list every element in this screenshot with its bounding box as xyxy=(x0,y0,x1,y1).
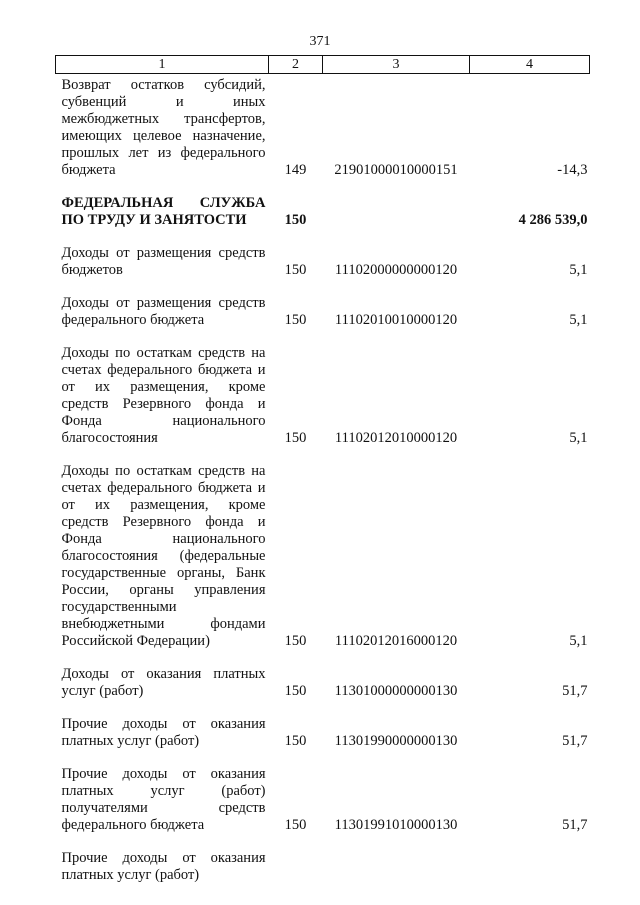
page-number: 371 xyxy=(309,34,331,49)
table-row xyxy=(56,447,590,650)
admin-code: 150 xyxy=(284,212,307,228)
revenue-table xyxy=(55,55,590,884)
amount: -14,3 xyxy=(557,162,588,178)
admin-code: 150 xyxy=(284,817,307,833)
table-row-continued xyxy=(56,834,590,884)
amount xyxy=(470,834,590,884)
admin-code: 150 xyxy=(284,683,307,699)
income-name: Доходы от оказания платных услуг (работ) xyxy=(61,666,266,699)
admin-code: 149 xyxy=(284,162,307,178)
income-name: Доходы от размещения средств федерального бюджета xyxy=(61,295,266,328)
amount: 5,1 xyxy=(569,262,588,278)
income-name: Возврат остатков субсидий, субвенций и иных межбюджетных трансфертов, имеющих целевое назначение, прошлых лет из федерального бюджета xyxy=(61,77,266,178)
table-row xyxy=(56,279,590,329)
income-code: 21901000010000151 xyxy=(334,162,458,178)
amount: 51,7 xyxy=(562,733,588,749)
amount: 5,1 xyxy=(569,633,588,649)
admin-code: 150 xyxy=(284,430,307,446)
amount: 5,1 xyxy=(569,312,588,328)
admin-code: 150 xyxy=(284,312,307,328)
table-row-section-header xyxy=(56,179,590,229)
income-code: 11102010010000120 xyxy=(334,312,458,328)
income-code: 11102012010000120 xyxy=(334,430,458,446)
income-name: Прочие доходы от оказания платных услуг (работ) получателями средств федерального бюджета xyxy=(61,766,266,833)
table-row xyxy=(56,650,590,700)
amount: 4 286 539,0 xyxy=(518,212,588,228)
income-name: Прочие доходы от оказания платных услуг (работ) xyxy=(61,716,266,749)
column-number-header-row xyxy=(56,56,590,74)
admin-code: 150 xyxy=(284,733,307,749)
table-row xyxy=(56,750,590,834)
table-row xyxy=(56,329,590,447)
income-code: 11301990000000130 xyxy=(334,733,458,749)
table-row xyxy=(56,229,590,279)
column-2-header: 2 xyxy=(269,56,323,74)
amount: 5,1 xyxy=(569,430,588,446)
income-name: Доходы от размещения средств бюджетов xyxy=(61,245,266,278)
admin-code: 150 xyxy=(284,633,307,649)
column-1-header: 1 xyxy=(56,56,269,74)
column-3-header: 3 xyxy=(323,56,470,74)
income-name: Прочие доходы от оказания платных услуг (работ) xyxy=(61,850,266,883)
income-code: 11102000000000120 xyxy=(334,262,458,278)
admin-code: 150 xyxy=(284,262,307,278)
income-code: 11301991010000130 xyxy=(334,817,458,833)
amount: 51,7 xyxy=(562,817,588,833)
income-code: 11102012016000120 xyxy=(334,633,458,649)
admin-code xyxy=(269,834,323,884)
income-code xyxy=(323,834,470,884)
income-name: Доходы по остаткам средств на счетах федерального бюджета и от их размещения, кроме средств Резервного фонда и Фонда национального благосостояния xyxy=(61,345,266,446)
amount: 51,7 xyxy=(562,683,588,699)
column-4-header: 4 xyxy=(470,56,590,74)
table-row xyxy=(56,700,590,750)
income-code xyxy=(323,179,470,229)
table-row xyxy=(56,74,590,180)
income-code: 11301000000000130 xyxy=(334,683,458,699)
income-name: Доходы по остаткам средств на счетах федерального бюджета и от их размещения, кроме средств Резервного фонда и Фонда национального благосостояния (федеральные государственные органы, Банк России, органы управления государственными внебюджетными фондами Российской Федерации) xyxy=(61,463,266,649)
income-name: ФЕДЕРАЛЬНАЯ СЛУЖБА ПО ТРУДУ И ЗАНЯТОСТИ xyxy=(61,195,266,228)
